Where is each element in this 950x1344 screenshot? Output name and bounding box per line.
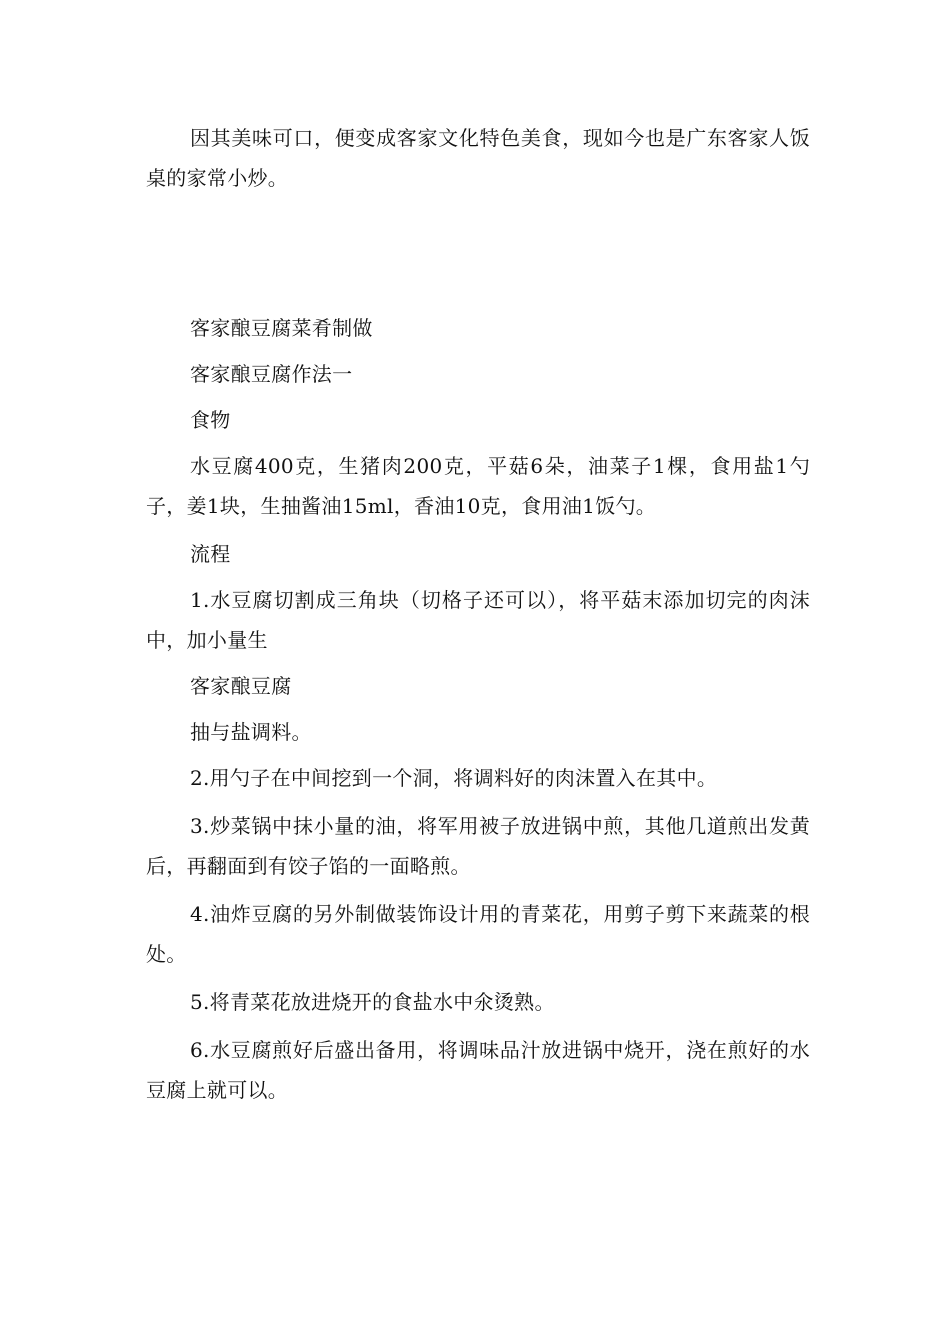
paragraph-step-1: 1.水豆腐切割成三角块（切格子还可以），将平菇末添加切完的肉沫中，加小量生 (146, 588, 810, 652)
heading-recipe-making: 客家酿豆腐菜肴制做 (190, 316, 373, 340)
heading-steps: 流程 (190, 542, 231, 566)
paragraph-step-4: 4.油炸豆腐的另外制做装饰设计用的青菜花，用剪子剪下来蔬菜的根处。 (146, 902, 810, 966)
paragraph-step-2: 2.用勺子在中间挖到一个洞，将调料好的肉沫置入在其中。 (190, 766, 718, 790)
heading-ingredients: 食物 (190, 408, 231, 432)
paragraph-step-3: 3.炒菜锅中抹小量的油，将军用被子放进锅中煎，其他几道煎出发黄后，再翻面到有饺子馅的一面略煎。 (146, 814, 810, 878)
paragraph-step-5: 5.将青菜花放进烧开的食盐水中氽烫熟。 (190, 990, 555, 1014)
paragraph-step-6: 6.水豆腐煎好后盛出备用，将调味品汁放进锅中烧开，浇在煎好的水豆腐上就可以。 (146, 1038, 810, 1102)
document-body (146, 118, 810, 1110)
paragraph-intro: 因其美味可口，便变成客家文化特色美食，现如今也是广东客家人饭桌的家常小炒。 (146, 126, 810, 190)
paragraph-ingredients: 水豆腐400克，生猪肉200克，平菇6朵，油菜子1棵，食用盐1勺子，姜1块，生抽酱油15ml，香油10克，食用油1饭勺。 (146, 454, 810, 518)
heading-method-one: 客家酿豆腐作法一 (190, 362, 353, 386)
paragraph-step-1-cont: 抽与盐调料。 (190, 720, 312, 744)
paragraph-caption: 客家酿豆腐 (190, 674, 292, 698)
